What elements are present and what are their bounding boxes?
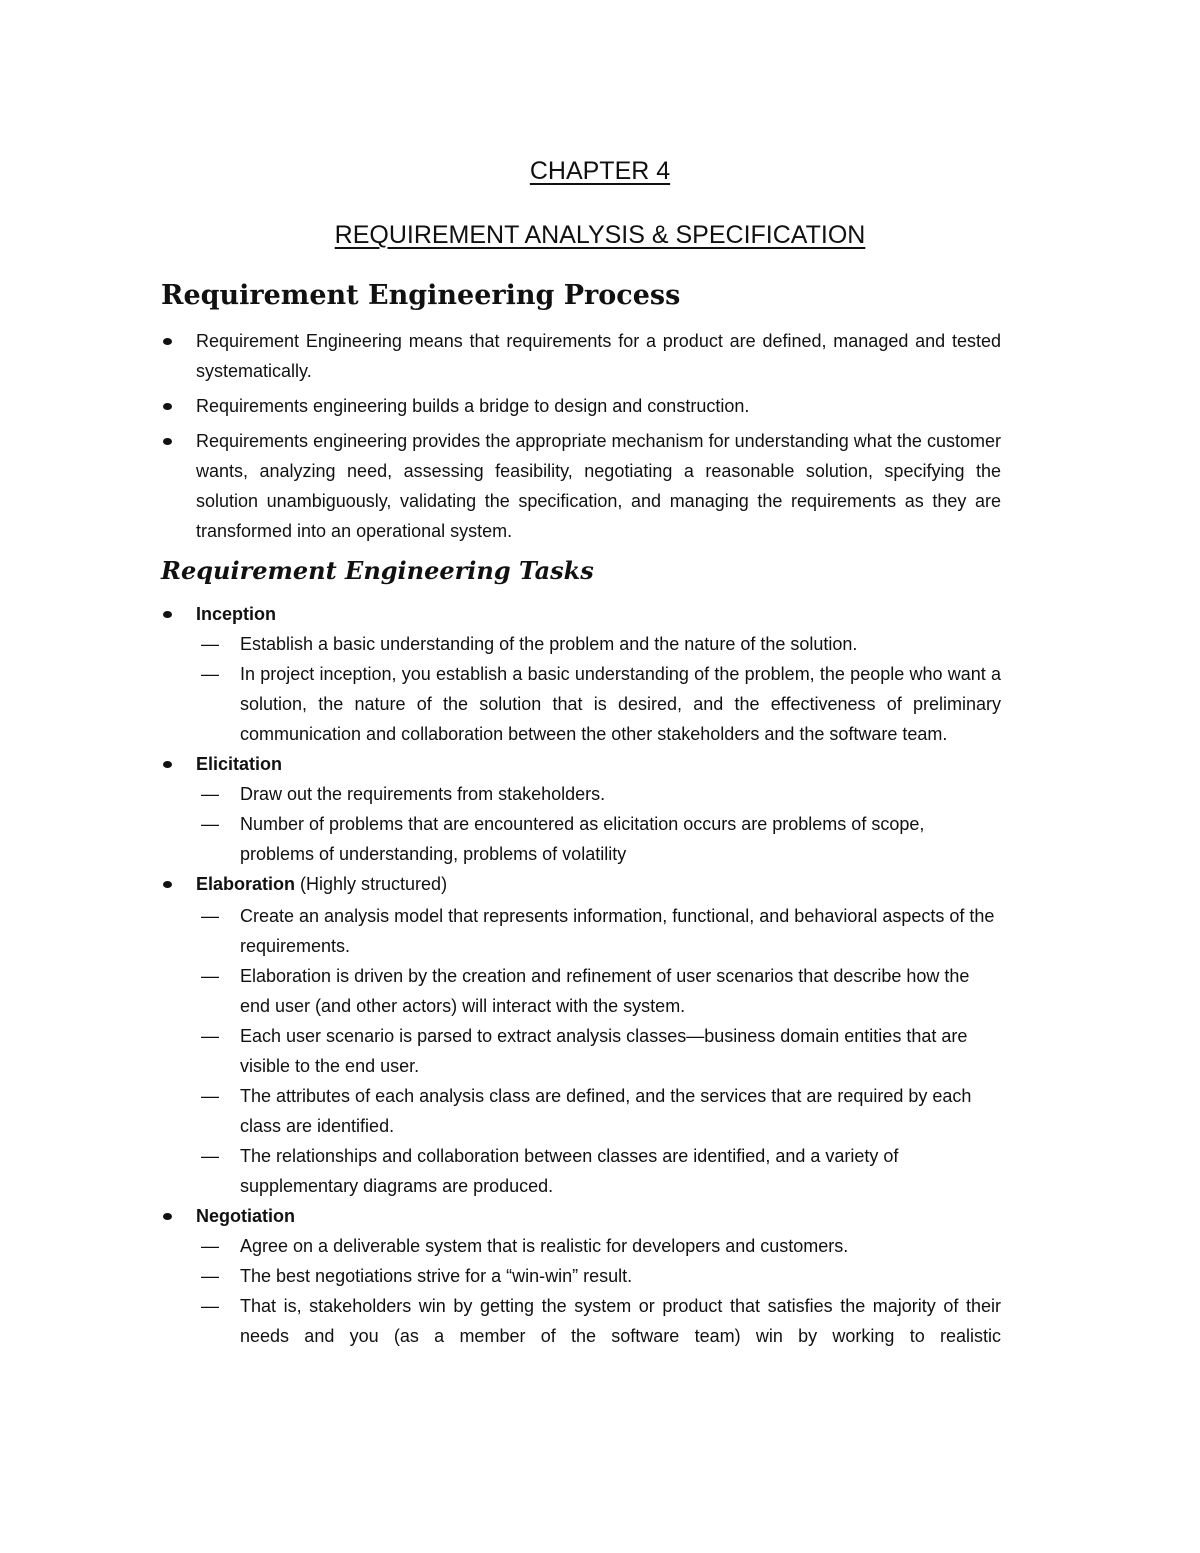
process-bullet	[161, 426, 1001, 546]
task-label: Elaboration	[196, 874, 296, 894]
dash-icon: —	[201, 664, 219, 684]
process-bullet-text: Requirements engineering builds a bridge to design and construction.	[196, 396, 750, 416]
bullet-icon	[163, 761, 172, 768]
dash-icon: —	[201, 1296, 219, 1316]
task-point-text: The best negotiations strive for a “win-win” result.	[240, 1266, 633, 1286]
dash-icon: —	[201, 784, 219, 804]
task-label: Negotiation	[196, 1206, 295, 1226]
dash-icon: —	[201, 906, 219, 926]
process-bullet	[161, 391, 1001, 421]
bullet-icon	[163, 881, 172, 888]
task-point	[161, 1261, 1001, 1291]
dash-icon: —	[201, 814, 219, 834]
task-point	[161, 809, 1001, 869]
task-point	[161, 1141, 1001, 1201]
task-point	[161, 1231, 1001, 1261]
task-point	[161, 1021, 1001, 1081]
bullet-icon	[163, 1213, 172, 1220]
process-bullet-text: Requirements engineering provides the appropriate mechanism for understanding what the customer wants, analyzing need, assessing feasibility, negotiating a reasonable solution, specifying the solution unambiguously, validating the specification, and managing the requirements as they are transformed into an operational system.	[196, 431, 1001, 541]
process-bullet-list	[161, 326, 1001, 546]
task-point	[161, 629, 1001, 659]
dash-icon: —	[201, 966, 219, 986]
task-point	[161, 901, 1001, 961]
dash-icon: —	[201, 634, 219, 654]
task-point-text: That is, stakeholders win by getting the system or product that satisfies the majority of their needs and you (as a member of the software team) win by working to realistic	[240, 1296, 1001, 1346]
bullet-icon	[163, 611, 172, 618]
chapter-subtitle: REQUIREMENT ANALYSIS & SPECIFICATION	[334, 221, 866, 249]
task-point-text: Elaboration is driven by the creation and refinement of user scenarios that describe how the end user (and other actors) will interact with the system.	[240, 966, 970, 1016]
task-point-text: Draw out the requirements from stakeholders.	[240, 784, 606, 804]
chapter-title: CHAPTER 4	[529, 157, 671, 185]
task-point	[161, 1081, 1001, 1141]
section-heading-process: Requirement Engineering Process	[161, 280, 681, 311]
task-point-text: Agree on a deliverable system that is realistic for developers and customers.	[240, 1236, 849, 1256]
task-point-text: Each user scenario is parsed to extract analysis classes—business domain entities that are visible to the end user.	[240, 1026, 968, 1076]
bullet-icon	[163, 438, 172, 445]
task-point-text: Create an analysis model that represents information, functional, and behavioral aspects of the requirements.	[240, 906, 995, 956]
section-heading-tasks: Requirement Engineering Tasks	[161, 556, 594, 585]
task-point	[161, 961, 1001, 1021]
task-point-text: Number of problems that are encountered as elicitation occurs are problems of scope, problems of understanding, problems of volatility	[240, 814, 925, 864]
process-bullet-text: Requirement Engineering means that requirements for a product are defined, managed and tested systematically.	[196, 331, 1001, 381]
dash-icon: —	[201, 1146, 219, 1166]
bullet-icon	[163, 403, 172, 410]
process-bullet	[161, 326, 1001, 386]
task-point-text: The attributes of each analysis class are defined, and the services that are required by each class are identified.	[240, 1086, 972, 1136]
task-point-text: Establish a basic understanding of the problem and the nature of the solution.	[240, 634, 858, 654]
task-label: Elicitation	[196, 754, 283, 774]
bullet-icon	[163, 338, 172, 345]
task-item-elaboration	[161, 869, 1001, 899]
task-item-negotiation	[161, 1201, 1001, 1231]
dash-icon: —	[201, 1236, 219, 1256]
dash-icon: —	[201, 1026, 219, 1046]
task-point	[161, 1291, 1001, 1351]
task-label: Inception	[196, 604, 276, 624]
task-label-note: (Highly structured)	[295, 874, 448, 894]
task-item-inception	[161, 599, 1001, 629]
dash-icon: —	[201, 1266, 219, 1286]
dash-icon: —	[201, 1086, 219, 1106]
task-point-text: The relationships and collaboration between classes are identified, and a variety of supplementary diagrams are produced.	[240, 1146, 899, 1196]
task-point	[161, 779, 1001, 809]
task-point-text: In project inception, you establish a basic understanding of the problem, the people who want a solution, the nature of the solution that is desired, and the effectiveness of preliminary communication and collaboration between the other stakeholders and the software team.	[240, 664, 1001, 744]
task-point	[161, 659, 1001, 749]
task-item-elicitation	[161, 749, 1001, 779]
tasks-list	[161, 599, 1001, 1351]
